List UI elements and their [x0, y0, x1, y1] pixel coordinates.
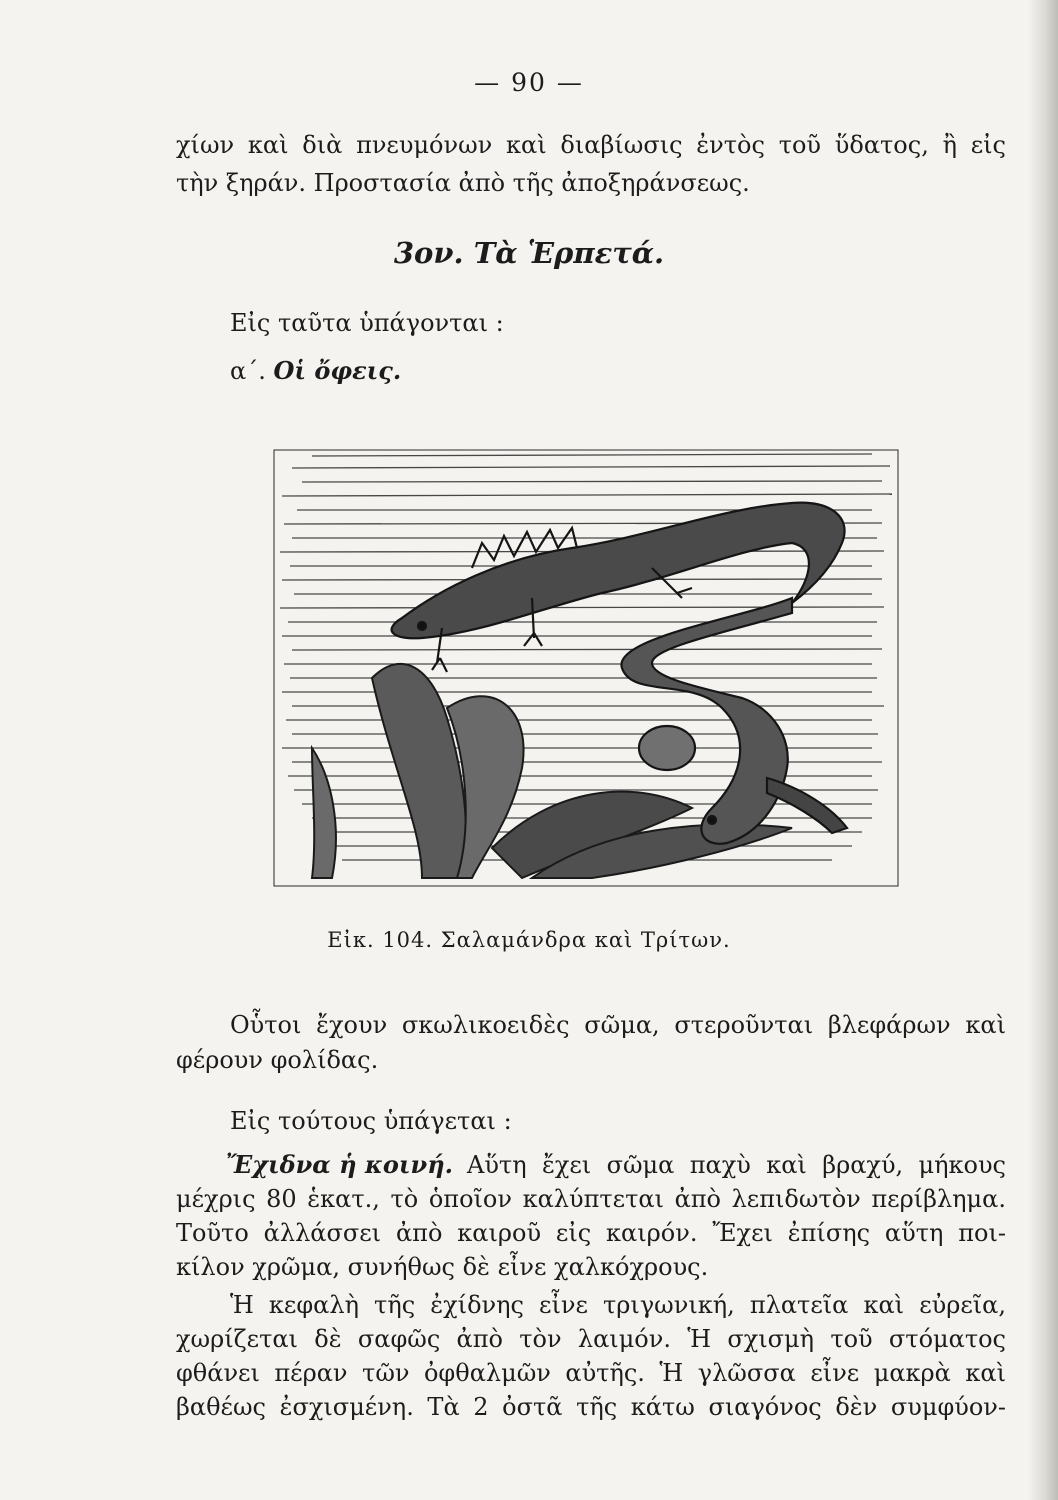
intro-line-2: τὴν ξηράν. Προστασία ἀπὸ τῆς ἀποξηράνσεως. — [176, 169, 750, 197]
salamander-illustration — [272, 448, 900, 888]
para1-line-2: φέρουν φολίδας. — [176, 1046, 379, 1074]
section-heading: 3ον. Τὰ Ἑρπετά. — [393, 236, 665, 270]
sub-label-title: Οἱ ὄφεις. — [273, 356, 402, 385]
sub-label-prefix: α΄. — [230, 357, 266, 385]
para2-intro: Εἰς τούτους ὑπάγεται : — [230, 1107, 512, 1135]
subheading-intro: Εἰς ταῦτα ὑπάγονται : — [230, 309, 504, 337]
para3-first-rest: Αὕτη ἔχει σῶμα παχὺ καὶ βραχύ, μήκους — [467, 1151, 1006, 1179]
para4-line-1: Ἡ κεφαλὴ τῆς ἐχίδνης εἶνε τριγωνική, πλατεῖα καὶ εὐρεῖα, — [230, 1291, 1006, 1319]
para4-line-2: χωρίζεται δὲ σαφῶς ἀπὸ τὸν λαιμόν. Ἡ σχισμὴ τοῦ στόματος — [176, 1325, 1006, 1353]
para3-line-1 — [226, 1150, 1006, 1180]
sub-label — [230, 356, 401, 386]
para1-line-1: Οὗτοι ἔχουν σκωλικοειδὲς σῶμα, στεροῦνται βλεφάρων καὶ — [230, 1011, 1006, 1039]
page-number: — 90 — — [474, 68, 584, 97]
page-edge-shadow — [1028, 0, 1058, 1500]
para3-line-3: Τοῦτο ἀλλάσσει ἀπὸ καιροῦ εἰς καιρόν. Ἔχει ἐπίσης αὕτη ποι- — [176, 1219, 1006, 1247]
para4-line-3: φθάνει πέραν τῶν ὀφθαλμῶν αὐτῆς. Ἡ γλῶσσα εἶνε μακρὰ καὶ — [176, 1359, 1006, 1387]
para4-line-4: βαθέως ἐσχισμένη. Τὰ 2 ὀστᾶ τῆς κάτω σιαγόνος δὲν συμφύον- — [176, 1393, 1006, 1421]
figure-caption: Εἰκ. 104. Σαλαμάνδρα καὶ Τρίτων. — [327, 928, 731, 952]
para3-term: Ἔχιδνα ἡ κοινή. — [226, 1150, 453, 1179]
para3-line-2: μέχρις 80 ἑκατ., τὸ ὁποῖον καλύπτεται ἀπὸ λεπιδωτὸν περίβλημα. — [176, 1185, 1006, 1213]
intro-line-1: χίων καὶ διὰ πνευμόνων καὶ διαβίωσις ἐντὸς τοῦ ὕδατος, ἢ εἰς — [176, 131, 1006, 159]
para3-line-4: κίλον χρῶμα, συνήθως δὲ εἶνε χαλκόχρους. — [176, 1253, 709, 1281]
